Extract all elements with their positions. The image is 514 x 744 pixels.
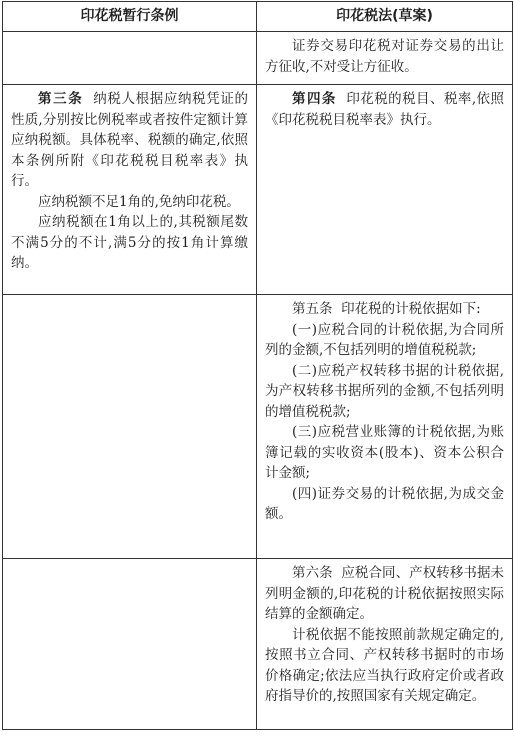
- article-heading: 第六条: [292, 565, 333, 581]
- paragraph: [265, 484, 504, 525]
- paragraph: [265, 299, 504, 320]
- table-row: [3, 559, 513, 730]
- paragraph-text: 应纳税额不足1角的,免纳印花税。: [38, 193, 240, 210]
- row2-right-cell: [257, 85, 513, 295]
- row1-left-cell: [3, 32, 257, 85]
- table-row: [3, 295, 513, 559]
- paragraph-text: 印花税的税目、税率,依照《印花税税目税率表》执行。: [265, 91, 505, 128]
- paragraph: [265, 563, 504, 625]
- paragraph-text: (三)应税营业账簿的计税依据,为账簿记载的实收资本(股本)、资本公积合计金额;: [265, 424, 504, 481]
- paragraph: [265, 422, 504, 484]
- paragraph-text: (四)证券交易的计税依据,为成交金额。: [265, 485, 504, 522]
- row4-left-cell: [3, 559, 257, 730]
- header-right: 印花税法(草案): [257, 2, 513, 32]
- paragraph-text: (一)应税合同的计税依据,为合同所列的金额,不包括列明的增值税税款;: [265, 321, 504, 358]
- row3-right-cell: [257, 295, 513, 559]
- paragraph: [11, 212, 248, 274]
- paragraph-text: (二)应税产权转移书据的计税依据,为产权转移书据所列的金额,不包括列明的增值税税款;: [265, 362, 504, 420]
- paragraph: [265, 625, 504, 707]
- article-heading: 第四条: [292, 91, 337, 107]
- row2-left-cell: [3, 85, 257, 295]
- comparison-table: [2, 1, 513, 730]
- paragraph-text: 印花税的计税依据如下:: [341, 301, 481, 317]
- paragraph: [11, 192, 248, 213]
- paragraph-text: 应纳税额在1角以上的,其税额尾数不满5分的不计,满5分的按1角计算缴纳。: [11, 214, 248, 271]
- paragraph: [265, 361, 504, 423]
- row3-left-cell: [3, 295, 257, 559]
- paragraph: [265, 89, 504, 130]
- paragraph: [265, 36, 504, 77]
- paragraph-text: 应税合同、产权转移书据未列明金额的,印花税的计税依据按照实际结算的金额确定。: [265, 565, 504, 622]
- paragraph-text: 证券交易印花税对证券交易的出让方征收,不对受让方征收。: [265, 38, 504, 75]
- table-row: [3, 32, 513, 85]
- header-left: 印花税暂行条例: [3, 2, 257, 32]
- table-row: [3, 85, 513, 295]
- row1-right-cell: [257, 32, 513, 85]
- row4-right-cell: [257, 559, 513, 730]
- paragraph-text: 计税依据不能按照前款规定确定的,按照书立合同、产权转移书据时的市场价格确定;依法应当执行政府定价或者政府指导价的,按照国家有关规定确定。: [265, 626, 504, 704]
- header-row: [3, 2, 513, 32]
- paragraph: [265, 320, 504, 361]
- article-heading: 第三条: [38, 91, 84, 107]
- paragraph-text: 纳税人根据应纳税凭证的性质,分别按比例税率或者按件定额计算应纳税额。具体税率、税额的确定,依照本条例所附《印花税税目税率表》执行。: [11, 91, 249, 189]
- article-heading: 第五条: [292, 301, 333, 317]
- paragraph: [11, 89, 248, 192]
